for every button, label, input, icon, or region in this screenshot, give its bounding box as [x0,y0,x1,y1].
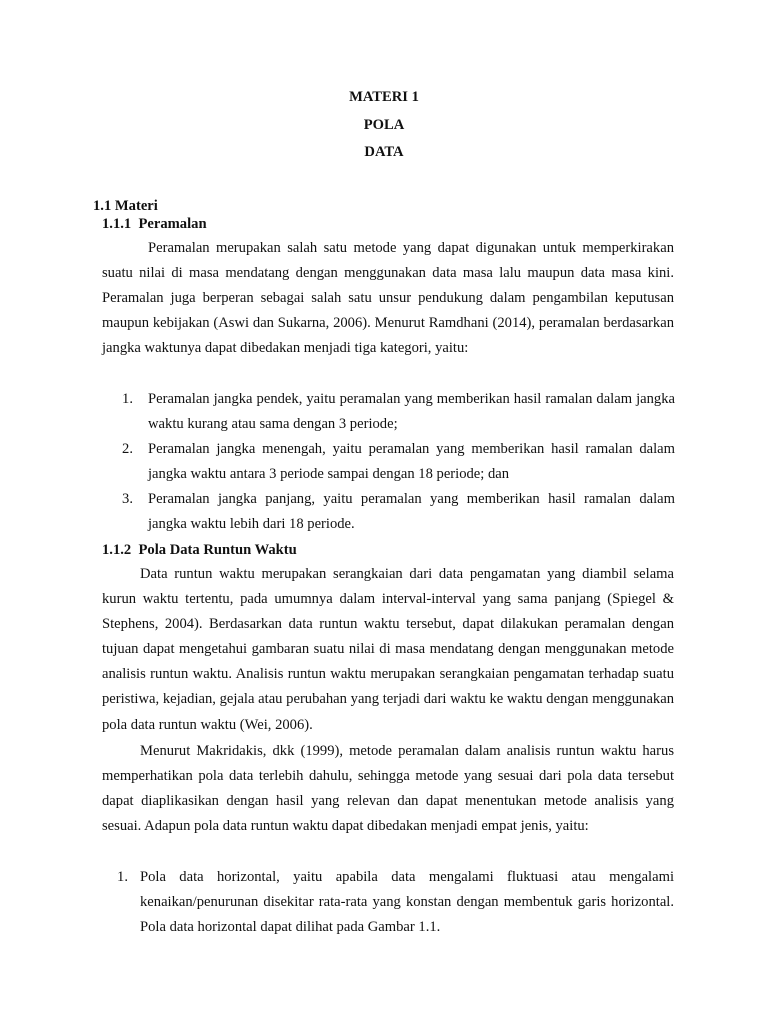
list-item: Peramalan jangka menengah, yaitu peramalan yang memberikan hasil ramalan dalam jangka waktu antara 3 periode sampai dengan 18 periode; dan [148,441,675,483]
subsection-heading-peramalan: 1.1.1 Peramalan [102,216,207,232]
paragraph-peramalan: Peramalan merupakan salah satu metode yang dapat digunakan untuk memperkirakan suatu nilai di masa mendatang dengan menggunakan data masa lalu maupun data masa kini. Peramalan juga berperan sebagai salah satu unsur pendukung dalam pengambilan keputusan maupun kebijakan (Aswi dan Sukarna, 2006). Menurut Ramdhani (2014), peramalan berdasarkan jangka waktunya dapat dibedakan menjadi tiga kategori, yaitu: [102,240,674,357]
subsection-heading-pola-data: 1.1.2 Pola Data Runtun Waktu [102,542,297,558]
list-number: 1. [122,391,133,407]
paragraph-runtun-waktu: Data runtun waktu merupakan serangkaian dari data pengamatan yang diambil selama kurun waktu tertentu, pada umumnya dalam interval-interval yang sama panjang (Spiegel & Stephens, 2004). Berdasarkan data runtun waktu tersebut, dapat dilakukan peramalan dengan tujuan dapat mengetahui gambaran suatu nilai di masa mendatang dengan menggunakan metode analisis runtun waktu. Analisis runtun waktu merupakan serangkaian pengamatan terhadap suatu peristiwa, kejadian, gejala atau perubahan yang terjadi dari waktu ke waktu dengan menggunakan pola data runtun waktu (Wei, 2006). [102,566,674,733]
list-number: 2. [122,441,133,457]
title-line-1: MATERI 1 [349,89,419,105]
list-item: Peramalan jangka panjang, yaitu peramalan yang memberikan hasil ramalan dalam jangka waktu lebih dari 18 periode. [148,491,675,533]
list-item: Peramalan jangka pendek, yaitu peramalan yang memberikan hasil ramalan dalam jangka waktu kurang atau sama dengan 3 periode; [148,391,675,433]
title-line-3: DATA [364,144,404,160]
list-number: 3. [122,491,133,507]
list-item: Pola data horizontal, yaitu apabila data mengalami fluktuasi atau mengalami kenaikan/penurunan disekitar rata-rata yang konstan dengan membentuk garis horizontal. Pola data horizontal dapat dilihat pada Gambar 1.1. [140,869,674,936]
paragraph-makridakis: Menurut Makridakis, dkk (1999), metode peramalan dalam analisis runtun waktu harus memperhatikan pola data terlebih dahulu, sehingga metode yang sesuai dari pola data tersebut dapat diaplikasikan dengan hasil yang relevan dan dapat menentukan metode analisis yang sesuai. Adapun pola data runtun waktu dapat dibedakan menjadi empat jenis, yaitu: [102,743,674,835]
section-heading: 1.1 Materi [93,198,158,214]
list-number: 1. [117,869,128,885]
title-line-2: POLA [363,117,405,133]
